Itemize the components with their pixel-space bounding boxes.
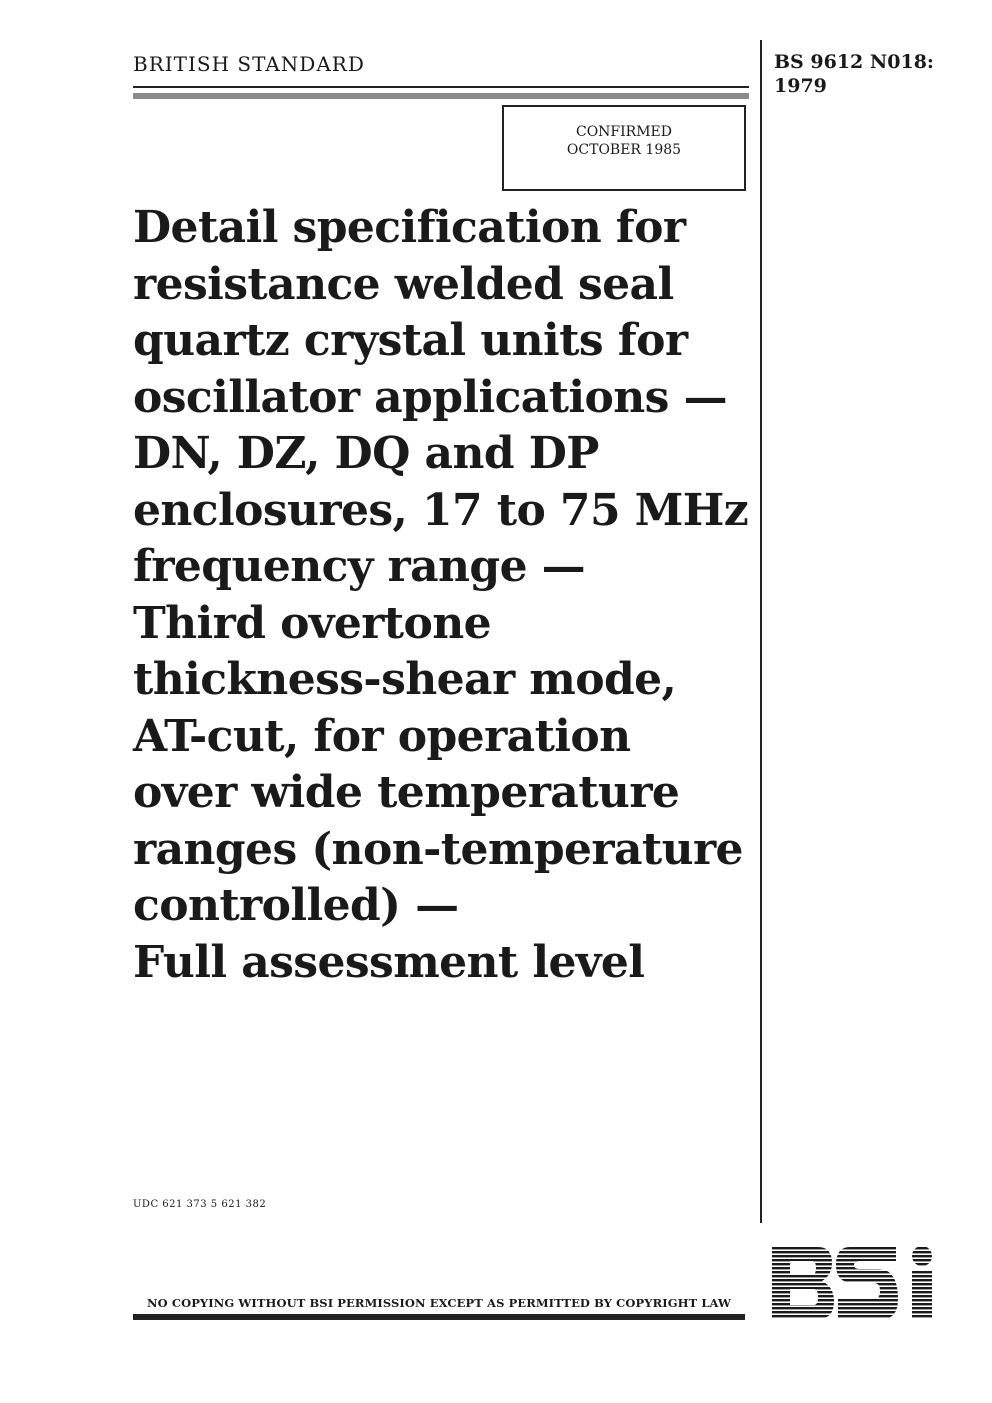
- header-label: BRITISH STANDARD: [133, 52, 365, 76]
- confirmed-date: OCTOBER 1985: [566, 142, 682, 158]
- title-line: oscillator applications —: [133, 371, 727, 423]
- header-rule-thick: [133, 93, 749, 99]
- copyright-notice: NO COPYING WITHOUT BSI PERMISSION EXCEPT AS PERMITTED BY COPYRIGHT LAW: [146, 1296, 732, 1310]
- standard-number-line1: BS 9612 N018:: [774, 51, 934, 73]
- confirmed-label: CONFIRMED: [575, 124, 672, 140]
- title-line: over wide temperature: [133, 767, 680, 818]
- title-line: Detail specification for: [133, 202, 686, 253]
- header-rule-thin: [133, 86, 749, 88]
- standard-number: [774, 50, 974, 98]
- document-title: [133, 200, 753, 991]
- title-line: enclosures, 17 to 75 MHz: [133, 484, 749, 536]
- title-line: Full assessment level: [133, 936, 645, 988]
- title-line: Third overtone: [133, 597, 492, 649]
- title-line: AT-cut, for operation: [133, 710, 631, 762]
- standard-number-line2: 1979: [774, 75, 827, 97]
- bsi-logo-icon: [770, 1243, 945, 1323]
- vertical-divider: [760, 40, 762, 1223]
- title-line: resistance welded seal: [133, 258, 674, 310]
- title-line: DN, DZ, DQ and DP: [133, 428, 599, 479]
- confirmed-box: [502, 105, 746, 191]
- title-line: frequency range —: [133, 541, 586, 592]
- title-line: thickness-shear mode,: [133, 654, 677, 705]
- udc-code: UDC 621 373 5 621 382: [133, 1199, 267, 1210]
- title-line: quartz crystal units for: [133, 315, 688, 366]
- title-line: ranges (non-temperature: [133, 823, 743, 875]
- bottom-rule: [133, 1314, 745, 1320]
- title-line: controlled) —: [133, 880, 459, 931]
